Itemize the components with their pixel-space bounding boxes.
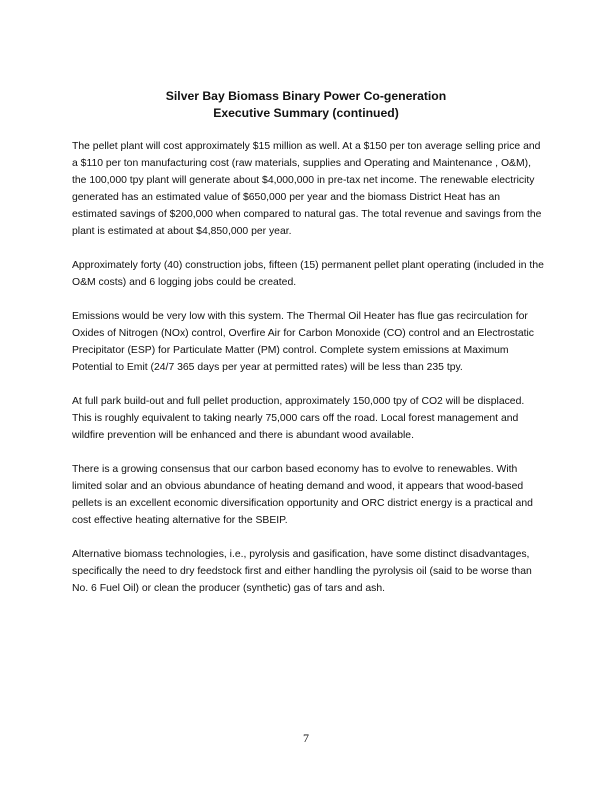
paragraph-jobs: Approximately forty (40) construction jobs, fifteen (15) permanent pellet plant operating (included in the O&M costs) and 6 logging jobs could be created. xyxy=(72,260,544,288)
page-heading xyxy=(0,88,612,122)
body-text xyxy=(72,138,544,614)
document-title: Silver Bay Biomass Binary Power Co-generation xyxy=(165,89,447,103)
document-subtitle: Executive Summary (continued) xyxy=(213,106,399,120)
paragraph-costs: The pellet plant will cost approximately $15 million as well. At a $150 per ton average selling price and a $110 per ton manufacturing cost (raw materials, supplies and Operating and Maintenance , O&M), the 100,000 tpy plant will generate about $4,000,000 in pre-tax net income. The renewable electricity generated has an estimated value of $650,000 per year and the biomass District Heat has an estimated savings of $200,000 when compared to natural gas. The total revenue and savings from the plant is estimated at about $4,850,000 per year. xyxy=(72,141,542,237)
page-number: 7 xyxy=(303,731,309,745)
paragraph-co2: At full park build-out and full pellet production, approximately 150,000 tpy of CO2 will be displaced. This is roughly equivalent to taking nearly 75,000 cars off the road. Local forest management and wildfire prevention will be enhanced and there is abundant wood available. xyxy=(72,396,525,441)
paragraph-emissions: Emissions would be very low with this system. The Thermal Oil Heater has flue gas recirculation for Oxides of Nitrogen (NOx) control, Overfire Air for Carbon Monoxide (CO) control and an Electrostatic Precipitator (ESP) for Particulate Matter (PM) control. Complete system emissions at Maximum Potential to Emit (24/7 365 days per year at permitted rates) will be less than 235 tpy. xyxy=(72,311,534,373)
paragraph-alternatives: Alternative biomass technologies, i.e., pyrolysis and gasification, have some distinct disadvantages, specifically the need to dry feedstock first and either handling the pyrolysis oil (said to be worse than No. 6 Fuel Oil) or clean the producer (synthetic) gas of tars and ash. xyxy=(72,549,532,594)
paragraph-renewables: There is a growing consensus that our carbon based economy has to evolve to renewables. With limited solar and an obvious abundance of heating demand and wood, it appears that wood-based pellets is an excellent economic diversification opportunity and ORC district energy is a practical and cost effective heating alternative for the SBEIP. xyxy=(72,464,533,526)
